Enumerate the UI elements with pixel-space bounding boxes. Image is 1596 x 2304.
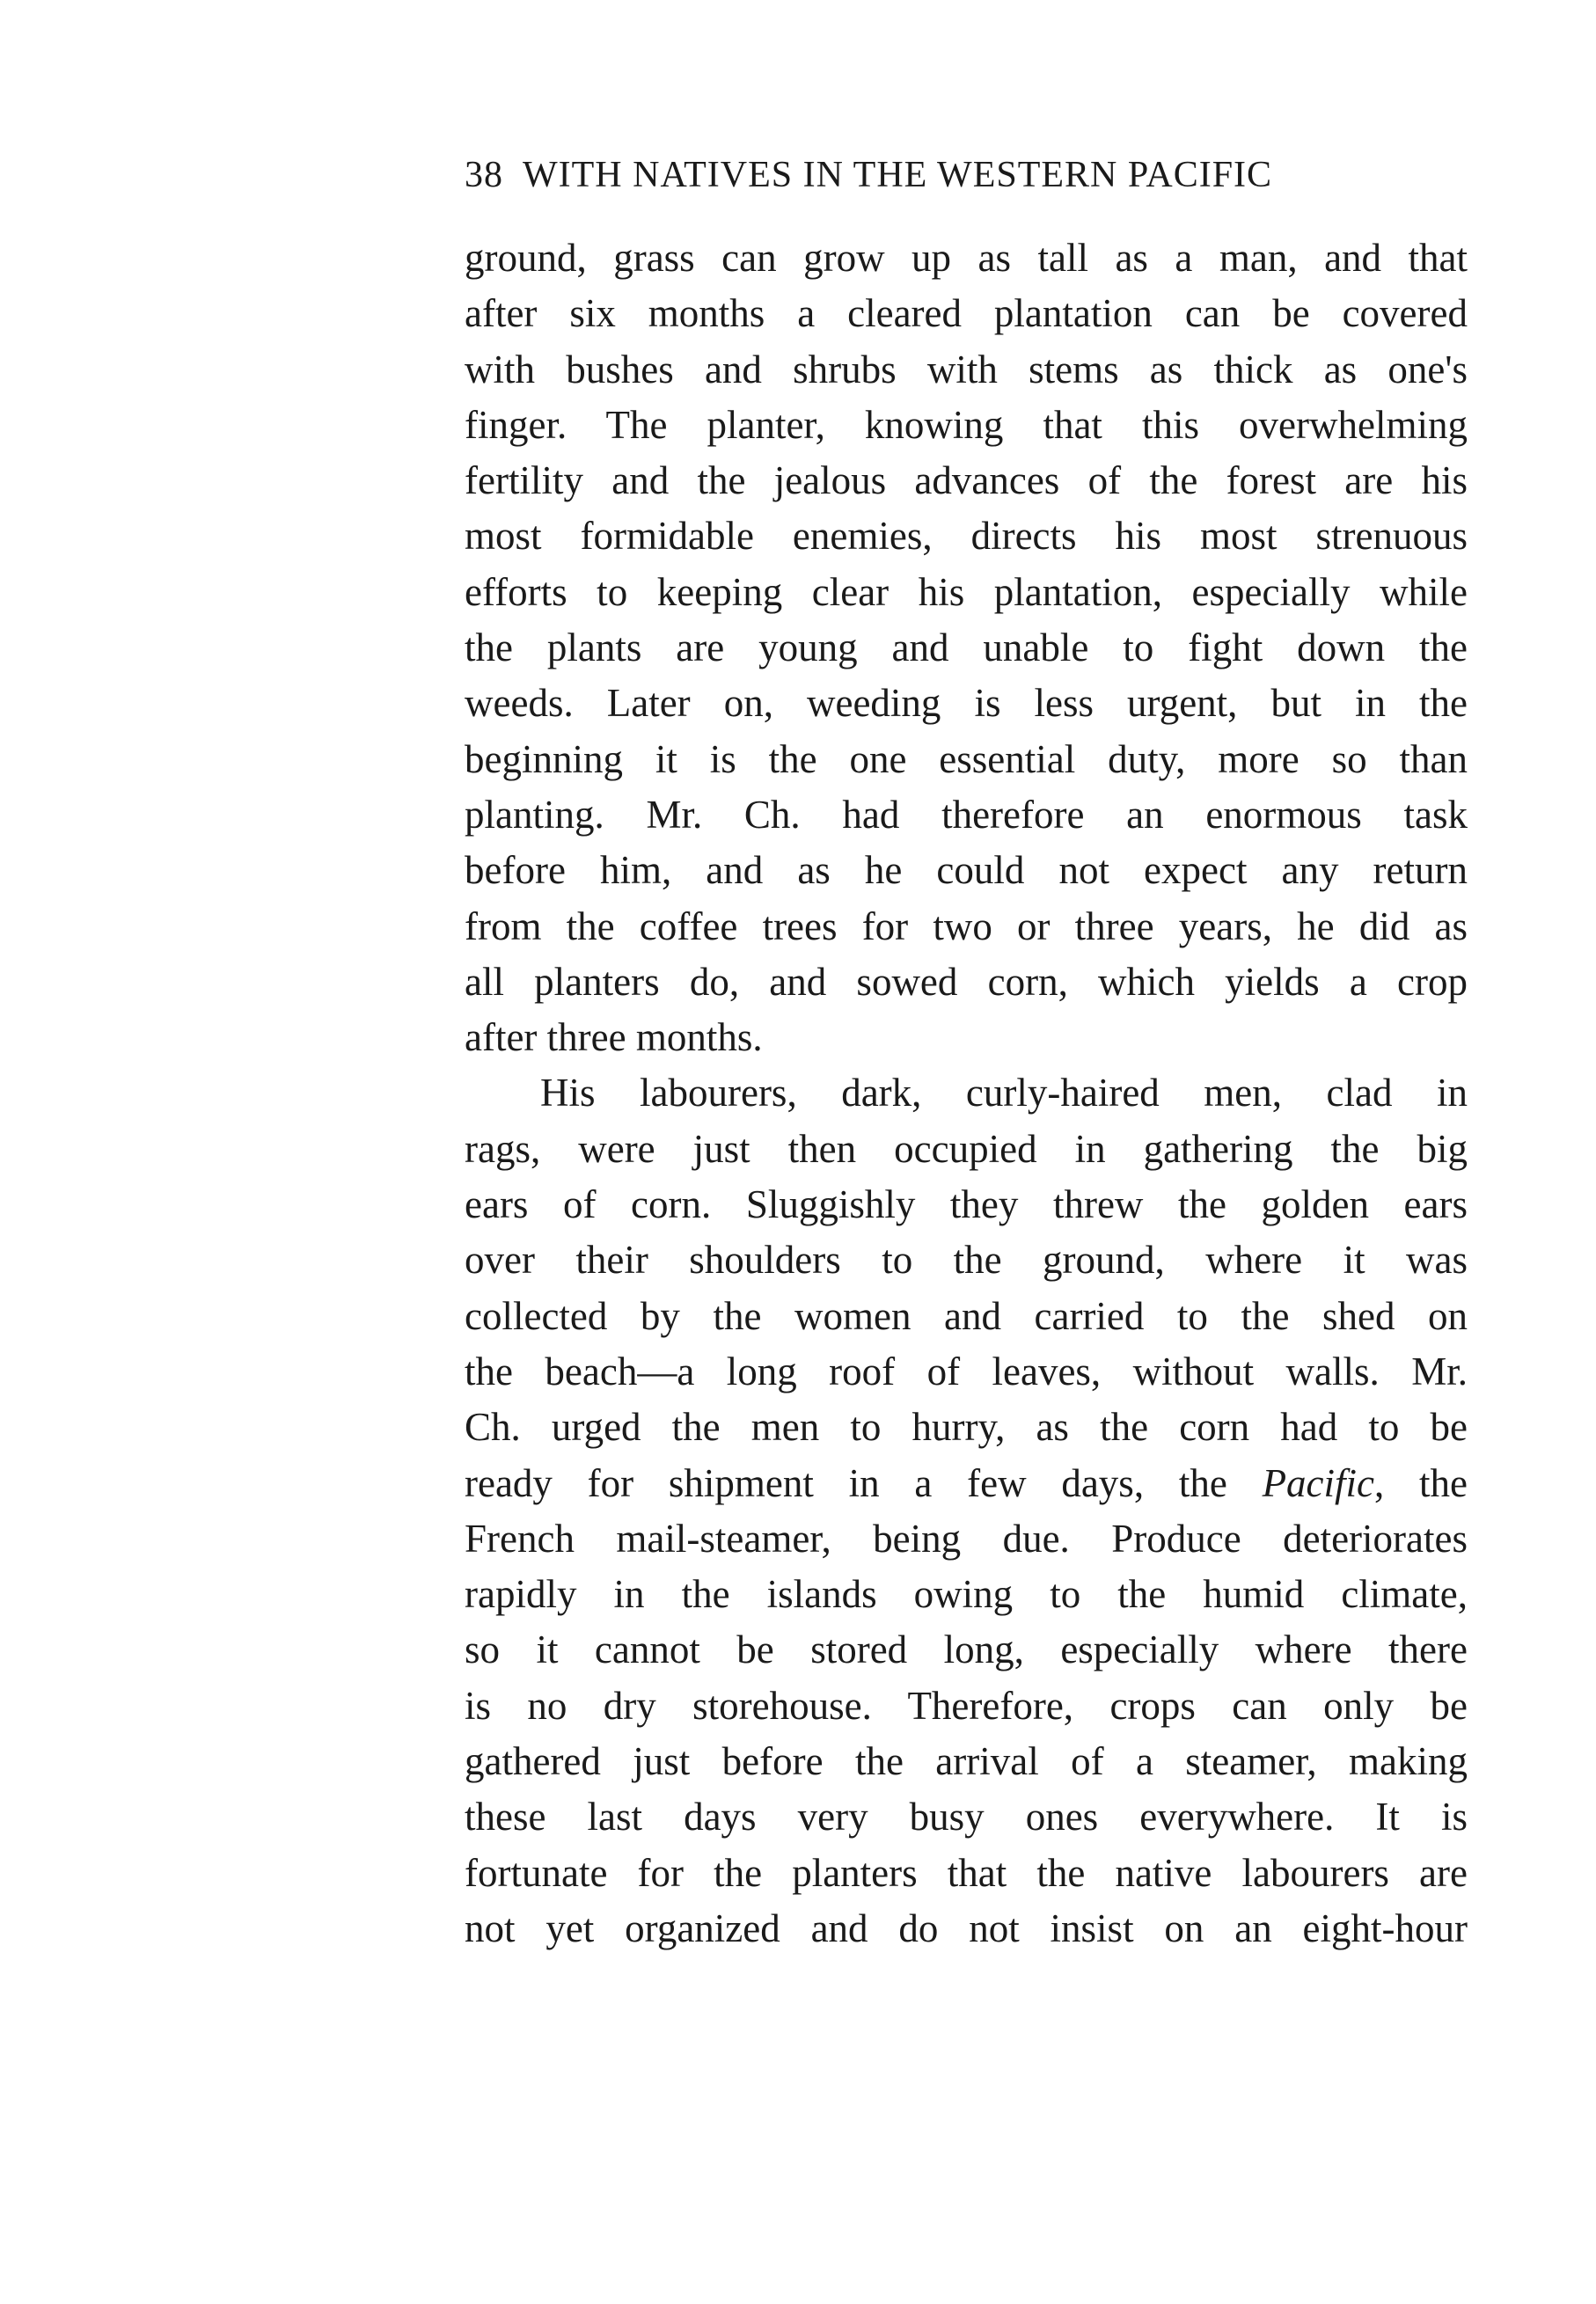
text-line: gathered just before the arrival of a steamer, making: [465, 1739, 1468, 1784]
text-segment: , the: [1374, 1460, 1468, 1505]
text-line: fertility and the jealous advances of the forest are his: [465, 458, 1468, 503]
text-line: these last days very busy ones everywhere. It is: [465, 1795, 1468, 1840]
text-line: planting. Mr. Ch. had therefore an enormous task: [465, 792, 1468, 837]
text-line-with-italic: [465, 1456, 1468, 1511]
ship-name-italic: Pacific: [1262, 1460, 1375, 1505]
text-line: from the coffee trees for two or three years, he did as: [465, 903, 1468, 948]
text-line: Ch. urged the men to hurry, as the corn had to be: [465, 1405, 1468, 1450]
paragraph-2: [465, 1065, 1468, 1957]
text-line: beginning it is the one essential duty, more so than: [465, 736, 1468, 781]
text-line: fortunate for the planters that the native labourers are: [465, 1850, 1468, 1895]
text-line: so it cannot be stored long, especially where there: [465, 1627, 1468, 1672]
text-line: finger. The planter, knowing that this overwhelming: [465, 402, 1468, 447]
text-line: rags, were just then occupied in gathering the big: [465, 1126, 1468, 1171]
text-line: before him, and as he could not expect any return: [465, 848, 1468, 893]
text-line: weeds. Later on, weeding is less urgent, but in the: [465, 681, 1468, 726]
text-line: after three months.: [465, 1015, 763, 1060]
paragraph-1: [465, 230, 1468, 1065]
text-line: the plants are young and unable to fight down the: [465, 625, 1468, 670]
text-line: the beach—a long roof of leaves, without walls. Mr.: [465, 1349, 1468, 1393]
text-line: His labourers, dark, curly-haired men, clad in: [540, 1071, 1468, 1115]
text-segment: ready for shipment in a few days, the: [465, 1460, 1263, 1505]
text-line: most formidable enemies, directs his most strenuous: [465, 514, 1468, 559]
text-line: not yet organized and do not insist on an eight-hour: [465, 1905, 1468, 1950]
running-head: [465, 157, 1468, 194]
text-line: collected by the women and carried to the shed on: [465, 1293, 1468, 1338]
running-title: WITH NATIVES IN THE WESTERN PACIFIC: [523, 155, 1273, 195]
text-line: all planters do, and sowed corn, which yields a crop: [465, 959, 1468, 1004]
text-line: over their shoulders to the ground, where it was: [465, 1238, 1468, 1283]
text-line: with bushes and shrubs with stems as thick as one's: [465, 347, 1468, 391]
text-line: after six months a cleared plantation can be covered: [465, 291, 1468, 336]
text-line: French mail-steamer, being due. Produce deteriorates: [465, 1516, 1468, 1561]
text-line: ears of corn. Sluggishly they threw the golden ears: [465, 1182, 1468, 1227]
page-number: 38: [465, 155, 503, 195]
text-line: efforts to keeping clear his plantation, especially while: [465, 569, 1468, 614]
text-line: rapidly in the islands owing to the humid climate,: [465, 1572, 1468, 1617]
body-text: [465, 230, 1468, 1957]
text-line: is no dry storehouse. Therefore, crops can only be: [465, 1683, 1468, 1728]
text-line: ground, grass can grow up as tall as a man, and that: [465, 236, 1468, 280]
